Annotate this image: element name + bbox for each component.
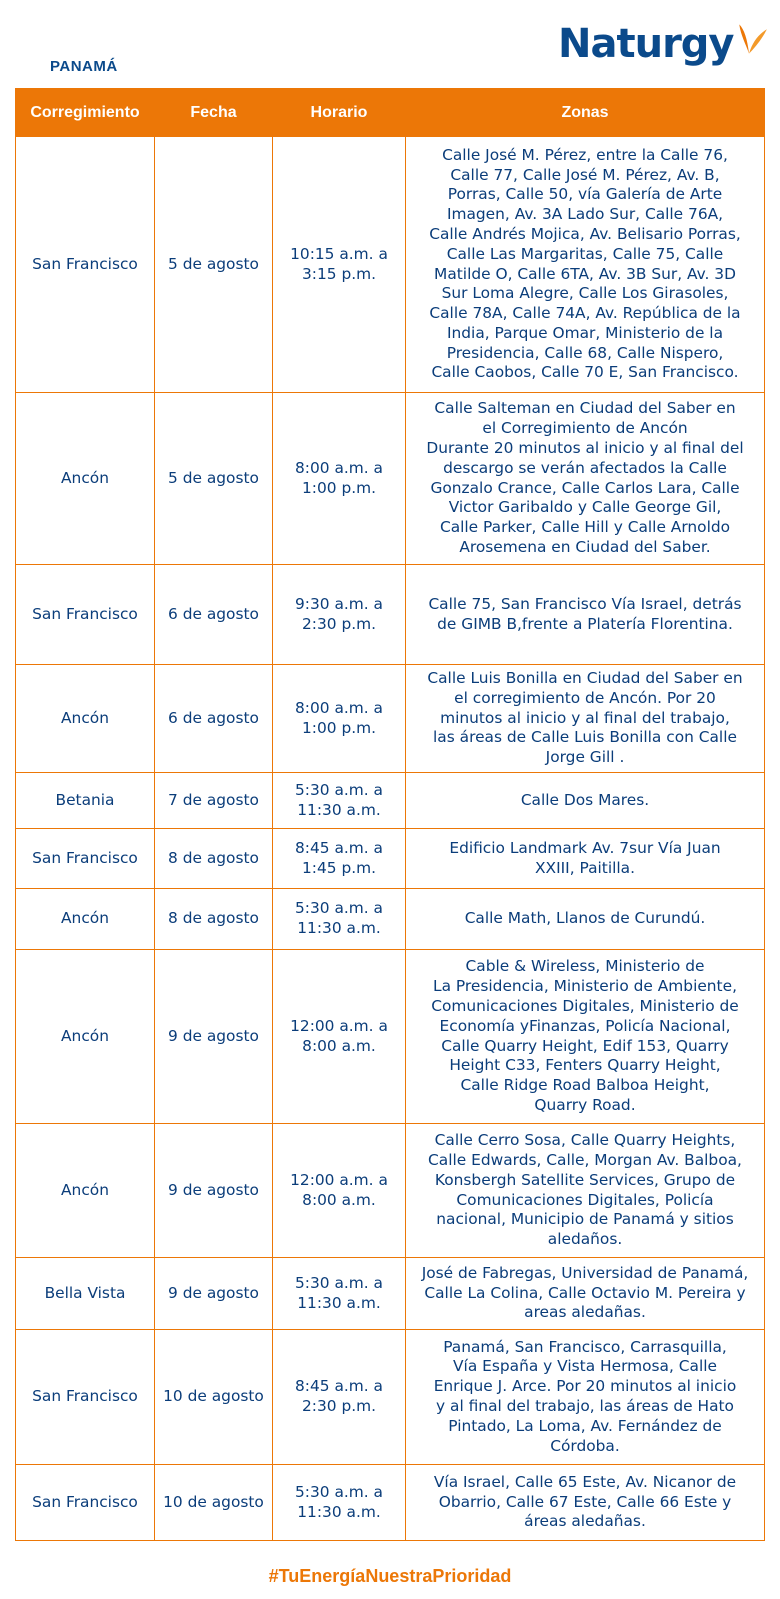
zonas-line: Calle 77, Calle José M. Pérez, Av. B, (450, 165, 720, 184)
zonas-line: Calle Math, Llanos de Curundú. (464, 909, 706, 928)
region-label: PANAMÁ (50, 58, 118, 75)
table-row (16, 1258, 765, 1330)
horario-line: 1:00 p.m. (302, 718, 376, 737)
table-row (16, 393, 765, 565)
cell-fecha: 9 de agosto (155, 1124, 273, 1258)
zonas-line: y al final del trabajo, las áreas de Hato (436, 1397, 734, 1415)
zonas-line: Calle Edwards, Calle, Morgan Av. Balboa, (428, 1150, 742, 1169)
zonas-line: Enrique J. Arce. Por 20 minutos al inicio (433, 1377, 737, 1396)
zonas-line: aledaños. (547, 1230, 623, 1249)
horario-line: 5:30 a.m. a (295, 899, 383, 918)
table-row (16, 829, 765, 889)
cell-horario (273, 1330, 406, 1465)
zonas-line: áreas aledañas. (524, 1512, 646, 1531)
zonas-line: Calle Luis Bonilla en Ciudad del Saber en (427, 669, 743, 687)
cell-horario (273, 137, 406, 393)
cell-zonas (406, 1124, 765, 1258)
cell-fecha: 5 de agosto (155, 137, 273, 393)
cell-horario (273, 889, 406, 950)
zonas-line: Arosemena en Ciudad del Saber. (459, 537, 711, 556)
zonas-line: Presidencia, Calle 68, Calle Nispero, (446, 343, 724, 362)
cell-zonas (406, 773, 765, 829)
zonas-line: Height C33, Fenters Quarry Height, (449, 1056, 721, 1075)
horario-line: 11:30 a.m. (297, 1293, 381, 1312)
cell-horario (273, 1124, 406, 1258)
horario-line: 8:45 a.m. a (295, 1377, 383, 1396)
cell-zonas (406, 565, 765, 665)
zonas-line: Victor Garibaldo y Calle George Gil, (448, 498, 722, 517)
zonas-line: Calle La Colina, Calle Octavio M. Pereira y (424, 1283, 746, 1302)
zonas-line: XXIII, Paitilla. (535, 858, 635, 877)
cell-zonas (406, 665, 765, 773)
zonas-line: Calle 78A, Calle 74A, Av. República de la (429, 304, 741, 323)
zonas-line: areas aledañas. (524, 1303, 646, 1322)
cell-corregimiento: Ancón (16, 1124, 155, 1258)
footer-hashtag: #TuEnergíaNuestraPrioridad (268, 1566, 512, 1586)
cell-zonas (406, 1465, 765, 1541)
zonas-line: India, Parque Omar, Ministerio de la (446, 323, 724, 342)
horario-line: 1:45 p.m. (302, 858, 376, 877)
zonas-line: Calle Ridge Road Balboa Height, (460, 1076, 710, 1095)
table-header-row (16, 89, 765, 137)
cell-horario (273, 665, 406, 773)
zonas-line: Matilde O, Calle 6TA, Av. 3B Sur, Av. 3D (434, 264, 736, 283)
zonas-line: Pintado, La Loma, Av. Fernández de (448, 1416, 722, 1435)
col-header-corregimiento: Corregimiento (16, 89, 155, 137)
horario-line: 8:00 a.m. a (295, 458, 383, 477)
horario-line: 8:00 a.m. (302, 1190, 376, 1209)
cell-zonas (406, 393, 765, 565)
table-row (16, 950, 765, 1124)
cell-corregimiento: San Francisco (16, 1465, 155, 1541)
cell-zonas (406, 1258, 765, 1330)
cell-horario (273, 565, 406, 665)
cell-horario (273, 950, 406, 1124)
horario-line: 11:30 a.m. (297, 1502, 381, 1521)
zonas-line: nacional, Municipio de Panamá y sitios (436, 1210, 734, 1229)
horario-line: 8:00 a.m. a (295, 698, 383, 717)
naturgy-logo (558, 14, 768, 74)
cell-corregimiento: Betania (16, 773, 155, 829)
zonas-line: Calle Dos Mares. (520, 790, 650, 809)
zonas-line: Sur Loma Alegre, Calle Los Girasoles, (441, 284, 729, 303)
horario-line: 5:30 a.m. a (295, 1482, 383, 1501)
cell-fecha: 6 de agosto (155, 665, 273, 773)
zonas-line: José de Fabregas, Universidad de Panamá, (421, 1263, 749, 1282)
cell-corregimiento: San Francisco (16, 565, 155, 665)
zonas-line: Cable & Wireless, Ministerio de (465, 957, 705, 976)
cell-fecha: 10 de agosto (155, 1330, 273, 1465)
zonas-line: Porras, Calle 50, vía Galería de Arte (447, 185, 723, 204)
butterfly-icon (736, 17, 769, 61)
cell-horario (273, 1258, 406, 1330)
zonas-line: Comunicaciones Digitales, Policía (456, 1190, 714, 1209)
horario-line: 10:15 a.m. a (290, 244, 388, 263)
logo-text: Naturgy (558, 21, 734, 67)
cell-horario (273, 829, 406, 889)
cell-corregimiento: Ancón (16, 665, 155, 773)
zonas-line: descargo se verán afectados la Calle (443, 458, 727, 477)
table-row (16, 773, 765, 829)
cell-zonas (406, 1330, 765, 1465)
zonas-line: Imagen, Av. 3A Lado Sur, Calle 76A, (446, 205, 724, 224)
zonas-line: Konsbergh Satellite Services, Grupo de (434, 1170, 736, 1189)
horario-line: 12:00 a.m. a (290, 1016, 388, 1035)
zonas-line: Calle 75, San Francisco Vía Israel, detrás (428, 594, 742, 613)
zonas-line: Calle Salteman en Ciudad del Saber en (434, 399, 736, 418)
cell-corregimiento: San Francisco (16, 137, 155, 393)
table-row (16, 1330, 765, 1465)
horario-line: 11:30 a.m. (297, 919, 381, 937)
zonas-line: Obarrio, Calle 67 Este, Calle 66 Este y (438, 1492, 732, 1511)
table-row (16, 1124, 765, 1258)
cell-corregimiento: San Francisco (16, 1330, 155, 1465)
zonas-line: Calle Las Margaritas, Calle 75, Calle (446, 244, 724, 263)
table-row (16, 137, 765, 393)
cell-fecha: 9 de agosto (155, 950, 273, 1124)
col-header-horario: Horario (273, 89, 406, 137)
horario-line: 12:00 a.m. a (290, 1170, 388, 1189)
cell-zonas (406, 889, 765, 950)
zonas-line: La Presidencia, Ministerio de Ambiente, (433, 977, 737, 996)
cell-fecha: 5 de agosto (155, 393, 273, 565)
horario-line: 9:30 a.m. a (295, 594, 383, 613)
cell-horario (273, 1465, 406, 1541)
zonas-line: el Corregimiento de Ancón (482, 419, 688, 438)
zonas-line: Gonzalo Crance, Calle Carlos Lara, Calle (430, 478, 740, 497)
horario-line: 1:00 p.m. (302, 478, 376, 497)
table-row (16, 665, 765, 773)
zonas-line: Calle Caobos, Calle 70 E, San Francisco. (431, 363, 739, 382)
zonas-line: Jorge Gill . (545, 748, 625, 767)
cell-corregimiento: Bella Vista (16, 1258, 155, 1330)
table-row (16, 565, 765, 665)
zonas-line: Edificio Landmark Av. 7sur Vía Juan (449, 838, 721, 857)
zonas-line: minutos al inicio y al final del trabajo, (440, 708, 730, 727)
zonas-line: Calle Parker, Calle Hill y Calle Arnoldo (439, 518, 731, 537)
table-row (16, 889, 765, 950)
zonas-line: Durante 20 minutos al inicio y al final del (426, 438, 744, 457)
zonas-line: Vía España y Vista Hermosa, Calle (453, 1357, 717, 1376)
zonas-line: Córdoba. (550, 1436, 620, 1455)
col-header-zonas: Zonas (406, 89, 765, 137)
outage-schedule-table (15, 88, 765, 1541)
col-header-fecha: Fecha (155, 89, 273, 137)
zonas-line: las áreas de Calle Luis Bonilla con Calle (433, 728, 737, 747)
horario-line: 11:30 a.m. (297, 800, 381, 819)
zonas-line: Calle Cerro Sosa, Calle Quarry Heights, (434, 1131, 736, 1150)
cell-corregimiento: Ancón (16, 950, 155, 1124)
zonas-line: de GIMB B,frente a Platería Florentina. (437, 614, 733, 633)
horario-line: 8:00 a.m. (302, 1036, 376, 1055)
cell-corregimiento: San Francisco (16, 829, 155, 889)
cell-fecha: 10 de agosto (155, 1465, 273, 1541)
cell-fecha: 9 de agosto (155, 1258, 273, 1330)
horario-line: 5:30 a.m. a (295, 780, 383, 799)
zonas-line: el corregimiento de Ancón. Por 20 (454, 688, 716, 707)
cell-fecha: 8 de agosto (155, 889, 273, 950)
table-row (16, 1465, 765, 1541)
cell-corregimiento: Ancón (16, 393, 155, 565)
horario-line: 2:30 p.m. (302, 614, 376, 633)
cell-fecha: 6 de agosto (155, 565, 273, 665)
cell-horario (273, 773, 406, 829)
zonas-line: Quarry Road. (534, 1095, 636, 1114)
horario-line: 2:30 p.m. (302, 1397, 376, 1415)
cell-fecha: 7 de agosto (155, 773, 273, 829)
zonas-line: Panamá, San Francisco, Carrasquilla, (443, 1337, 727, 1356)
zonas-line: Calle Quarry Height, Edif 153, Quarry (441, 1036, 729, 1055)
cell-fecha: 8 de agosto (155, 829, 273, 889)
horario-line: 5:30 a.m. a (295, 1273, 383, 1292)
zonas-line: Vía Israel, Calle 65 Este, Av. Nicanor de (433, 1472, 737, 1491)
cell-zonas (406, 137, 765, 393)
cell-zonas (406, 829, 765, 889)
zonas-line: Calle José M. Pérez, entre la Calle 76, (442, 145, 728, 164)
cell-horario (273, 393, 406, 565)
zonas-line: Comunicaciones Digitales, Ministerio de (431, 996, 739, 1015)
zonas-line: Calle Andrés Mojica, Av. Belisario Porras, (429, 224, 741, 243)
cell-corregimiento: Ancón (16, 889, 155, 950)
horario-line: 8:45 a.m. a (295, 838, 383, 857)
horario-line: 3:15 p.m. (302, 264, 376, 283)
zonas-line: Economía yFinanzas, Policía Nacional, (439, 1016, 731, 1035)
cell-zonas (406, 950, 765, 1124)
